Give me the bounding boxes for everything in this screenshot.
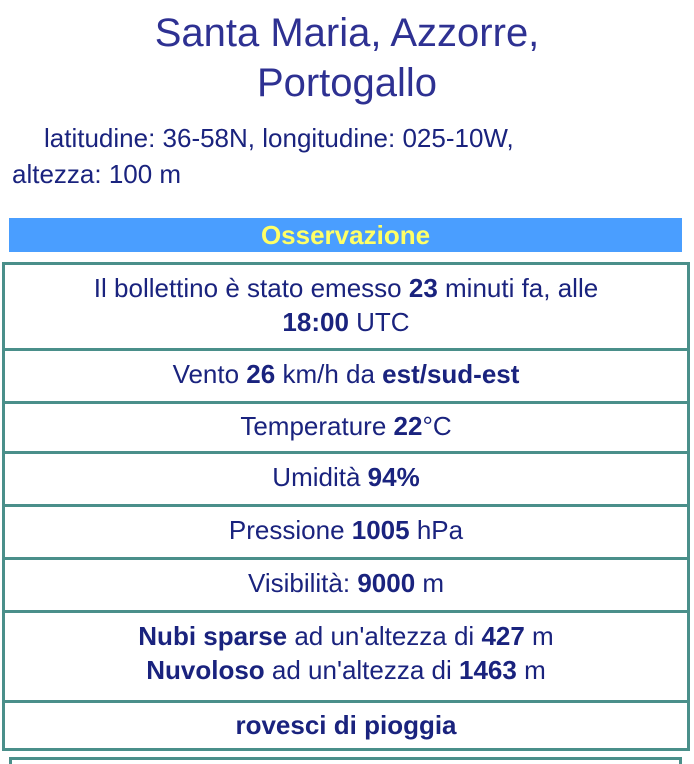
- humidity-value: 94%: [367, 462, 420, 492]
- title-line-1: Santa Maria, Azzorre,: [154, 11, 540, 55]
- observation-table: [2, 262, 690, 751]
- page-title: [0, 8, 694, 108]
- title-line-2: Portogallo: [256, 61, 438, 105]
- bulletin-minutes: 23: [408, 273, 438, 303]
- cloud-layer-1-text: ad un'altezza di: [287, 621, 482, 651]
- pressure-unit: hPa: [409, 515, 464, 545]
- bulletin-suffix: UTC: [348, 307, 410, 337]
- cloud-layer-2-height: 1463: [459, 655, 517, 685]
- pressure-label: Pressione: [228, 515, 352, 545]
- wind-row: [2, 348, 690, 401]
- humidity-label: Umidità: [272, 462, 368, 492]
- station-coordinates: [12, 120, 676, 192]
- visibility-label: Visibilità:: [247, 568, 358, 598]
- coords-line-2: altezza: 100 m: [12, 159, 182, 189]
- bulletin-time: 18:00: [282, 307, 349, 337]
- humidity-row: [2, 451, 690, 504]
- wind-direction: est/sud-est: [382, 359, 520, 389]
- weather-condition: rovesci di pioggia: [235, 710, 457, 740]
- pressure-row: [2, 504, 690, 557]
- temperature-value: 22: [393, 411, 423, 441]
- bulletin-text-mid: minuti fa, alle: [437, 273, 599, 303]
- cloud-layer-2-type: Nuvoloso: [146, 655, 265, 685]
- wind-speed: 26: [246, 359, 276, 389]
- wind-label: Vento: [172, 359, 247, 389]
- section-title: Osservazione: [260, 220, 431, 250]
- cloud-layer-2-text: ad un'altezza di: [264, 655, 460, 685]
- bulletin-row: [2, 262, 690, 348]
- weather-row: [2, 700, 690, 751]
- wind-unit: km/h da: [275, 359, 383, 389]
- visibility-value: 9000: [357, 568, 416, 598]
- visibility-row: [2, 557, 690, 610]
- temperature-unit: °C: [422, 411, 452, 441]
- pressure-value: 1005: [351, 515, 410, 545]
- bulletin-text: Il bollettino è stato emesso: [93, 273, 409, 303]
- section-header: [9, 218, 682, 252]
- coords-line-1: latitudine: 36-58N, longitudine: 025-10W,: [44, 123, 514, 153]
- next-section-border: [9, 757, 682, 764]
- cloud-layer-2-unit: m: [516, 655, 546, 685]
- cloud-layer-1-type: Nubi sparse: [138, 621, 288, 651]
- clouds-row: [2, 610, 690, 700]
- visibility-unit: m: [415, 568, 445, 598]
- temperature-row: [2, 401, 690, 451]
- temperature-label: Temperature: [240, 411, 394, 441]
- cloud-layer-1-unit: m: [524, 621, 554, 651]
- cloud-layer-1-height: 427: [481, 621, 525, 651]
